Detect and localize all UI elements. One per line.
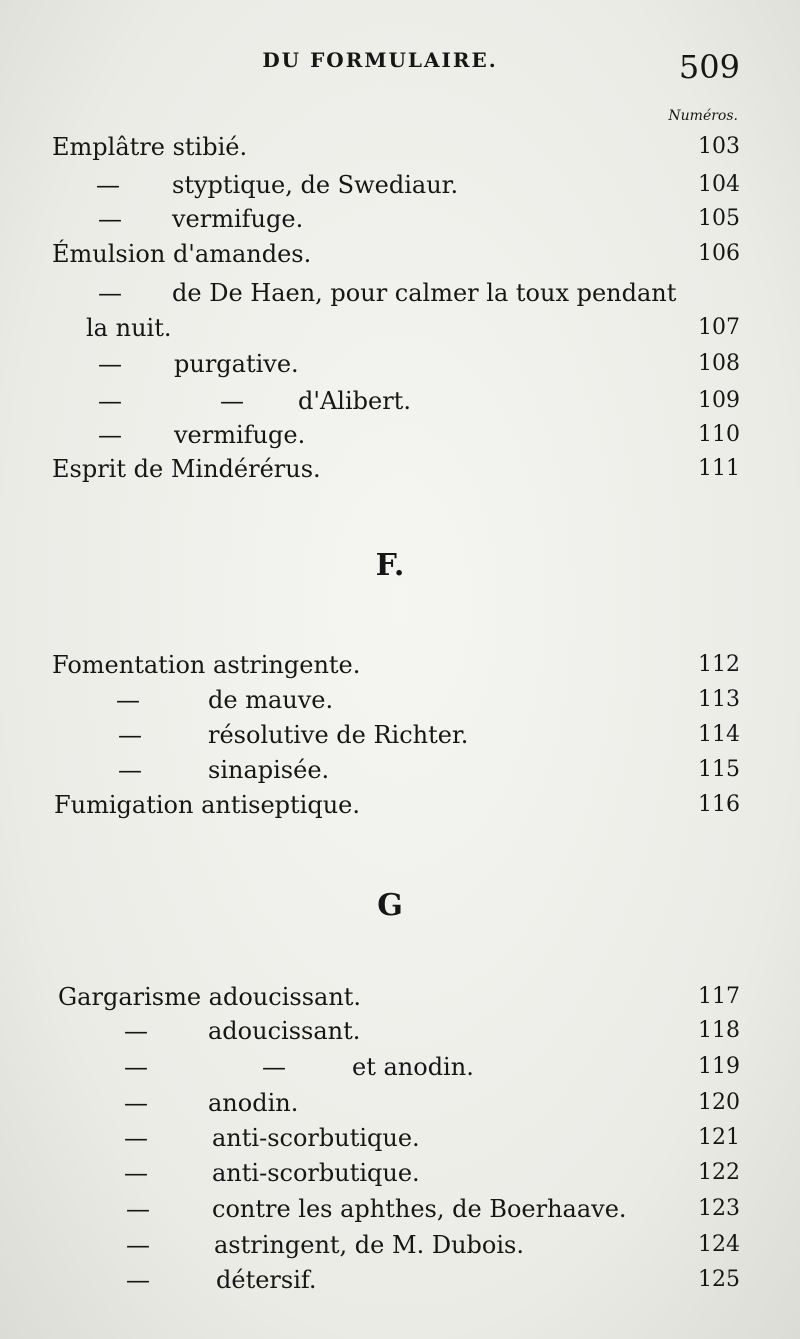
entry-row [0, 452, 800, 486]
entry-number: 115 [698, 757, 740, 782]
entry-number: 105 [698, 206, 740, 231]
entry-text: anti-scorbutique. [212, 1159, 420, 1187]
ditto-dash: — [124, 1089, 148, 1117]
entry-text: Fomentation astringente. [52, 651, 361, 679]
entry-number: 109 [698, 388, 740, 413]
entry-text: et anodin. [352, 1053, 474, 1081]
entry-text: Fumigation antiseptique. [54, 791, 361, 819]
entry-number: 116 [698, 792, 740, 817]
ditto-dash: — [98, 421, 122, 449]
entry-text: astringent, de M. Dubois. [214, 1231, 524, 1259]
entry-row [0, 753, 800, 787]
entry-number: 125 [698, 1267, 740, 1292]
ditto-dash: — [118, 721, 142, 749]
entry-row [0, 202, 800, 236]
entry-number: 123 [698, 1196, 740, 1221]
section-heading-g: G [377, 888, 403, 923]
entry-number: 119 [698, 1054, 740, 1079]
entry-number: 122 [698, 1160, 740, 1185]
entry-row [0, 1228, 800, 1262]
entry-text: de mauve. [208, 686, 334, 714]
ditto-dash: — [126, 1195, 150, 1223]
entry-number: 107 [698, 315, 740, 340]
ditto-dash: — [116, 686, 140, 714]
ditto-dash: — [126, 1231, 150, 1259]
entry-text: vermifuge. [172, 205, 304, 233]
entry-text: Esprit de Mindérérus. [52, 455, 321, 483]
ditto-dash: — [96, 171, 120, 199]
entry-text: Gargarisme adoucissant. [58, 983, 362, 1011]
entry-text: anti-scorbutique. [212, 1124, 420, 1152]
entry-row [0, 168, 800, 202]
entry-row [0, 1156, 800, 1190]
entry-text: de De Haen, pour calmer la toux pendant [172, 279, 677, 307]
entry-row [0, 1192, 800, 1226]
entry-number: 120 [698, 1090, 740, 1115]
entry-row [0, 311, 800, 345]
entry-row [0, 384, 800, 418]
entry-text: Emplâtre stibié. [52, 133, 248, 161]
entry-number: 111 [698, 456, 740, 481]
entry-row [0, 276, 800, 310]
entry-row [0, 237, 800, 271]
ditto-dash: — [98, 279, 122, 307]
entry-text: détersif. [216, 1266, 317, 1294]
entry-text: vermifuge. [174, 421, 306, 449]
entry-number: 110 [698, 422, 740, 447]
entry-text: sinapisée. [208, 756, 330, 784]
entry-row [0, 1086, 800, 1120]
entry-text: d'Alibert. [298, 387, 411, 415]
entry-number: 124 [698, 1232, 740, 1257]
entry-text: résolutive de Richter. [208, 721, 469, 749]
numeros-column-label: Numéros. [668, 108, 738, 124]
ditto-dash: — [124, 1053, 148, 1081]
entry-row [0, 1121, 800, 1155]
entry-number: 104 [698, 172, 740, 197]
entry-row [0, 347, 800, 381]
section-heading-f: F. [375, 548, 405, 583]
page-number: 509 [678, 48, 740, 86]
ditto-dash: — [118, 756, 142, 784]
entry-row [0, 130, 800, 164]
entry-number: 112 [698, 652, 740, 677]
ditto-dash: — [124, 1159, 148, 1187]
running-header: DU FORMULAIRE. [262, 48, 498, 72]
entry-text: adoucissant. [208, 1017, 361, 1045]
ditto-dash: — [124, 1017, 148, 1045]
entry-text: purgative. [174, 350, 299, 378]
entry-text: Émulsion d'amandes. [52, 240, 312, 268]
entry-number: 121 [698, 1125, 740, 1150]
entry-text: styptique, de Swediaur. [172, 171, 459, 199]
ditto-dash: — [126, 1266, 150, 1294]
entry-row [0, 1014, 800, 1048]
entry-row [0, 718, 800, 752]
entry-text: anodin. [208, 1089, 299, 1117]
ditto-dash: — [124, 1124, 148, 1152]
entry-number: 106 [698, 241, 740, 266]
entry-row [0, 648, 800, 682]
entry-row [0, 1050, 800, 1084]
entry-row [0, 1263, 800, 1297]
entry-number: 113 [698, 687, 740, 712]
entry-number: 114 [698, 722, 740, 747]
entry-text: la nuit. [86, 314, 172, 342]
ditto-dash: — [262, 1053, 286, 1081]
ditto-dash: — [98, 350, 122, 378]
entry-number: 117 [698, 984, 740, 1009]
entry-row [0, 980, 800, 1014]
entry-row [0, 788, 800, 822]
ditto-dash: — [220, 387, 244, 415]
entry-number: 108 [698, 351, 740, 376]
entry-number: 118 [698, 1018, 740, 1043]
entry-number: 103 [698, 134, 740, 159]
entry-row [0, 418, 800, 452]
entry-row [0, 683, 800, 717]
ditto-dash: — [98, 387, 122, 415]
entry-text: contre les aphthes, de Boerhaave. [212, 1195, 627, 1223]
ditto-dash: — [98, 205, 122, 233]
